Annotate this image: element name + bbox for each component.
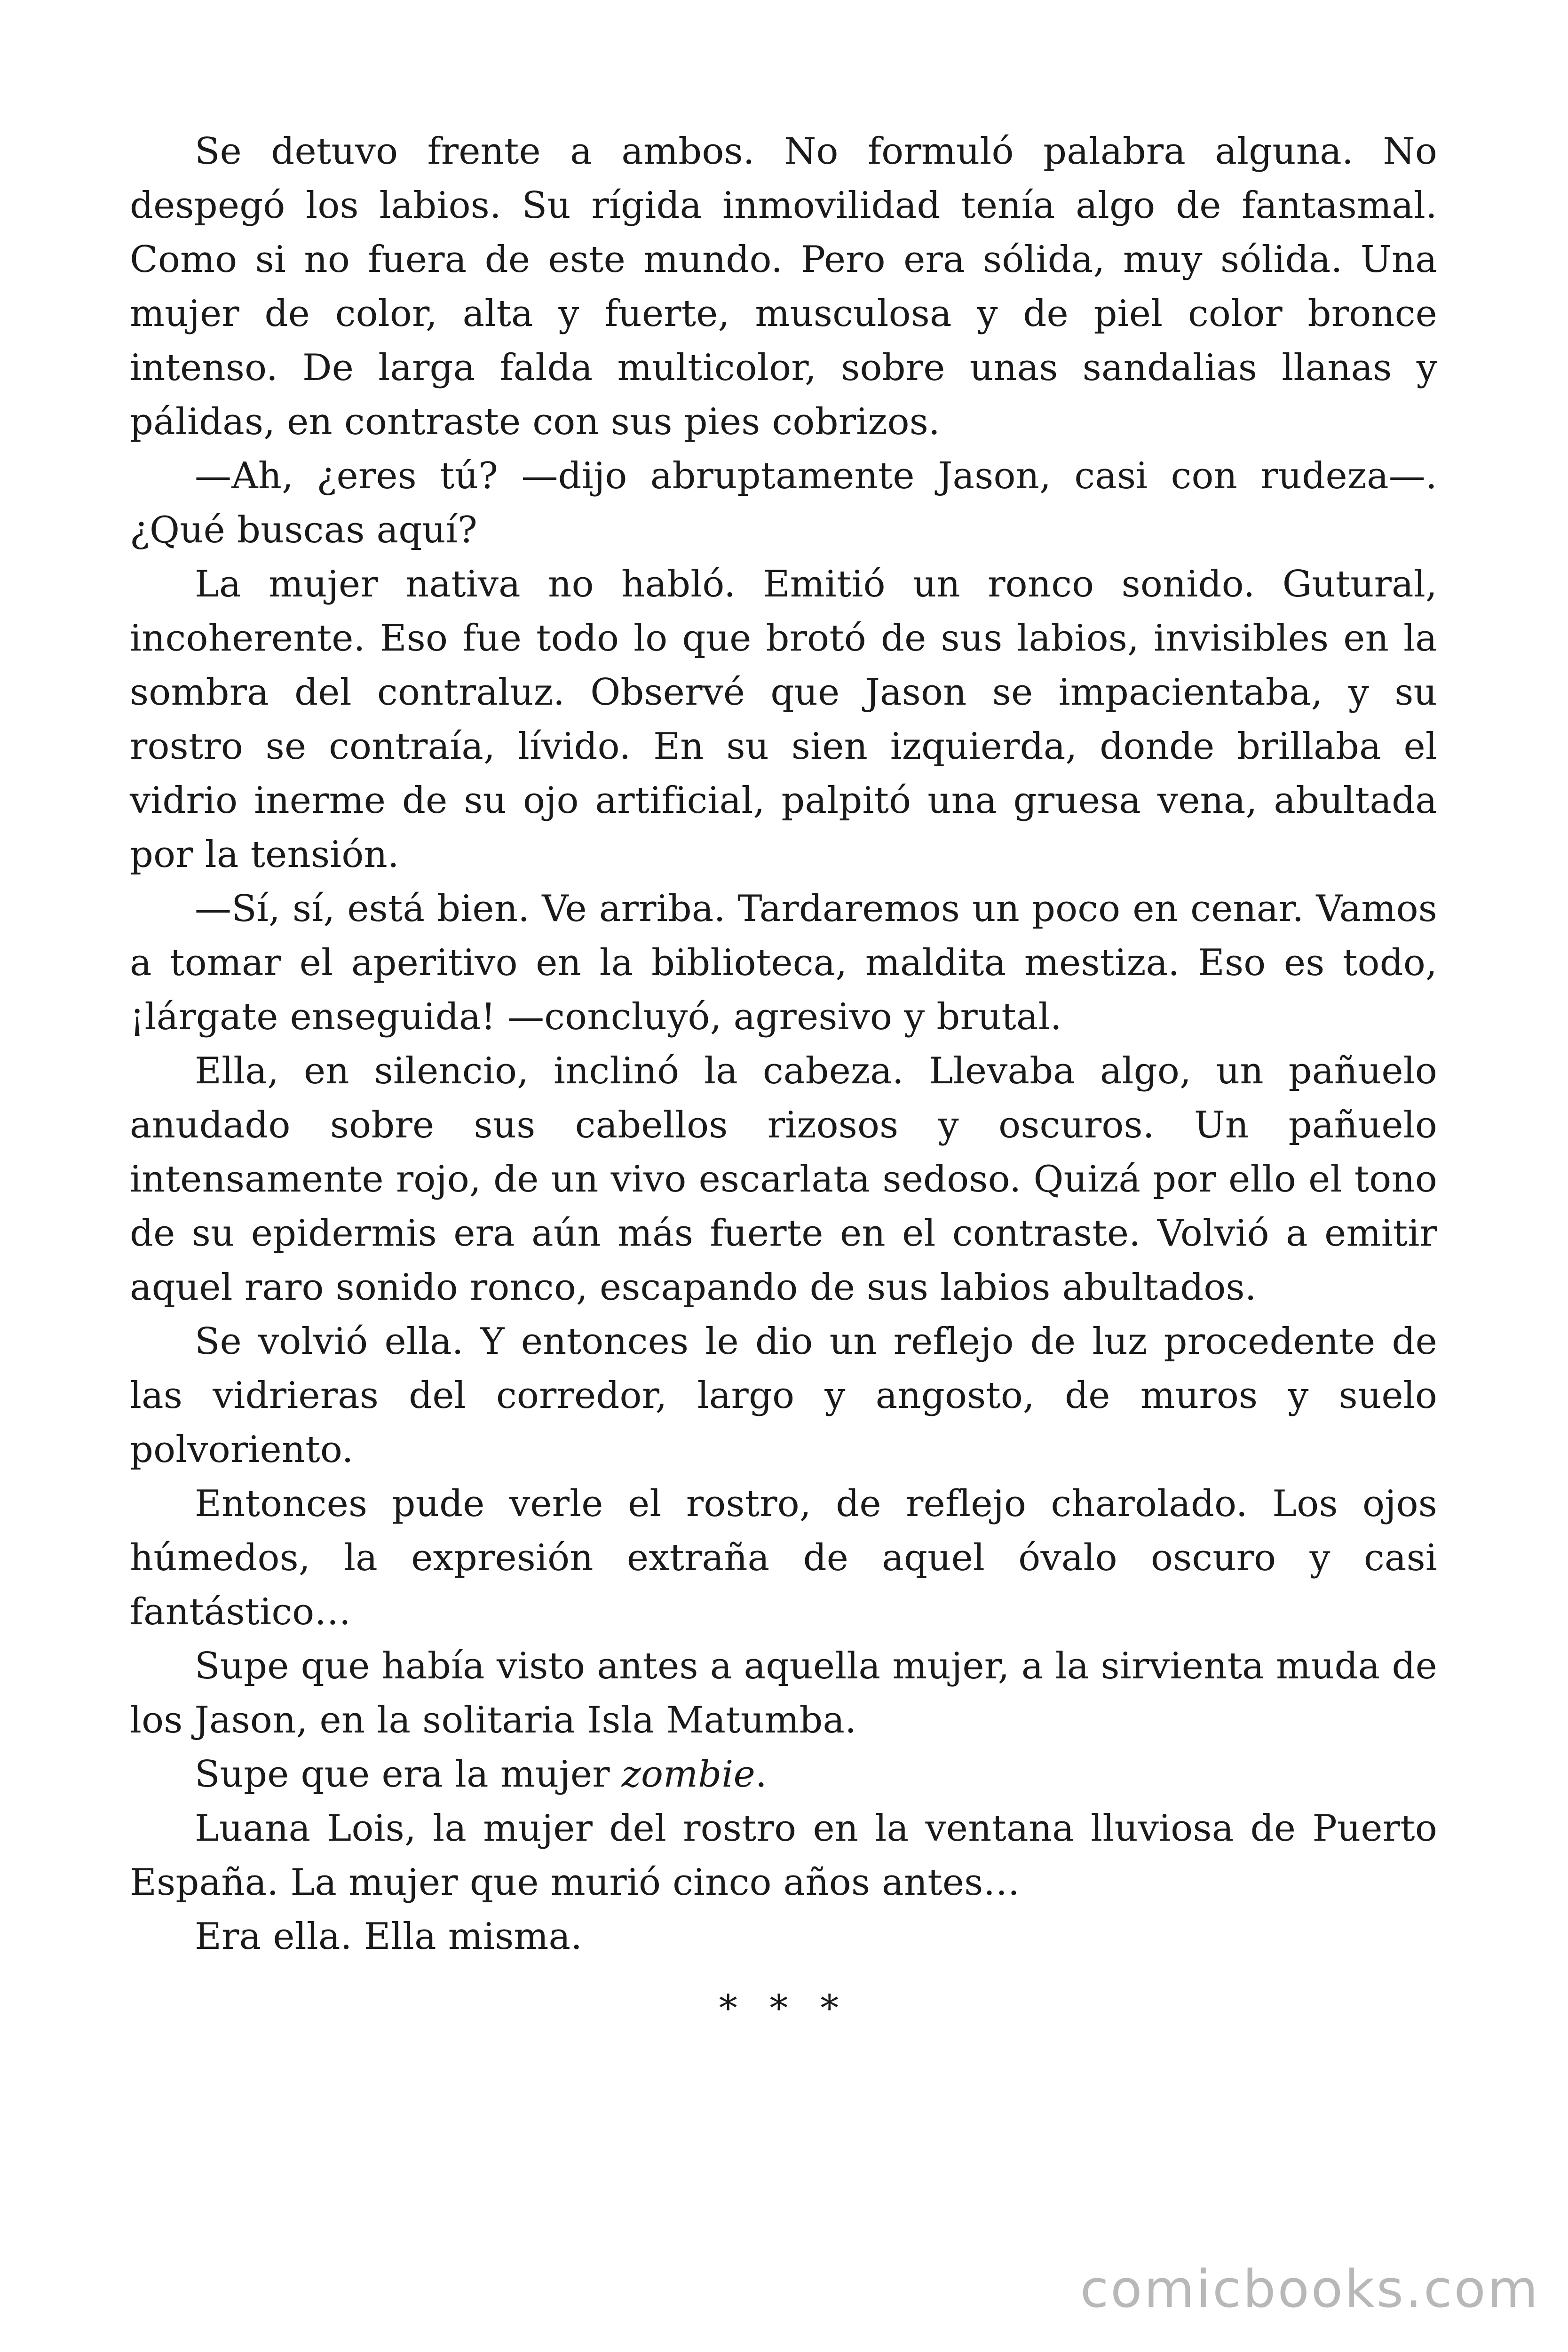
section-separator: * * * [719, 1987, 849, 2030]
paragraph-5: Ella, en silencio, inclinó la cabeza. Llevaba algo, un pañuelo anudado sobre sus cabellos rizosos y oscuros. Un pañuelo intensamente rojo, de un vivo escarlata sedoso. Quizá por ello el tono de su epidermis era aún más fuerte en el contraste. Volvió a emitir aquel raro sonido ronco, escapando de sus labios abultados. [130, 1050, 1437, 1309]
paragraph-3: La mujer nativa no habló. Emitió un ronco sonido. Gutural, incoherente. Eso fue todo lo que brotó de sus labios, invisibles en la sombra del contraluz. Observé que Jason se impacientaba, y su rostro se contraía, lívido. En su sien izquierda, donde brillaba el vidrio inerme de su ojo artificial, palpitó una gruesa vena, abultada por la tensión. [130, 563, 1437, 876]
book-page-text [130, 125, 1437, 1964]
paragraph-9-zombie [130, 1748, 1437, 1802]
paragraph-1: Se detuvo frente a ambos. No formuló palabra alguna. No despegó los labios. Su rígida inmovilidad tenía algo de fantasmal. Como si no fuera de este mundo. Pero era sólida, muy sólida. Una mujer de color, alta y fuerte, musculosa y de piel color bronce intenso. De larga falda multicolor, sobre unas sandalias llanas y pálidas, en contraste con sus pies cobrizos. [130, 130, 1437, 443]
paragraph-10: Luana Lois, la mujer del rostro en la ventana lluviosa de Puerto España. La mujer que murió cinco años antes… [130, 1807, 1437, 1904]
paragraph-8: Supe que había visto antes a aquella mujer, a la sirvienta muda de los Jason, en la solitaria Isla Matumba. [130, 1645, 1437, 1741]
watermark: comicbooks.com [1080, 2259, 1540, 2319]
paragraph-11: Era ella. Ella misma. [195, 1915, 583, 1958]
zombie-italic-word: zombie [621, 1753, 755, 1796]
zombie-line-suffix: . [755, 1753, 767, 1796]
paragraph-7: Entonces pude verle el rostro, de reflejo charolado. Los ojos húmedos, la expresión extraña de aquel óvalo oscuro y casi fantástico… [130, 1483, 1437, 1633]
paragraph-4: —Sí, sí, está bien. Ve arriba. Tardaremos un poco en cenar. Vamos a tomar el aperitivo en la biblioteca, maldita mestiza. Eso es todo, ¡lárgate enseguida! —concluyó, agresivo y brutal. [130, 888, 1437, 1038]
paragraph-6: Se volvió ella. Y entonces le dio un reflejo de luz procedente de las vidrieras del corredor, largo y angosto, de muros y suelo polvoriento. [130, 1320, 1437, 1471]
zombie-line-prefix: Supe que era la mujer [195, 1753, 622, 1796]
paragraph-2: —Ah, ¿eres tú? —dijo abruptamente Jason, casi con rudeza—. ¿Qué buscas aquí? [130, 455, 1437, 551]
